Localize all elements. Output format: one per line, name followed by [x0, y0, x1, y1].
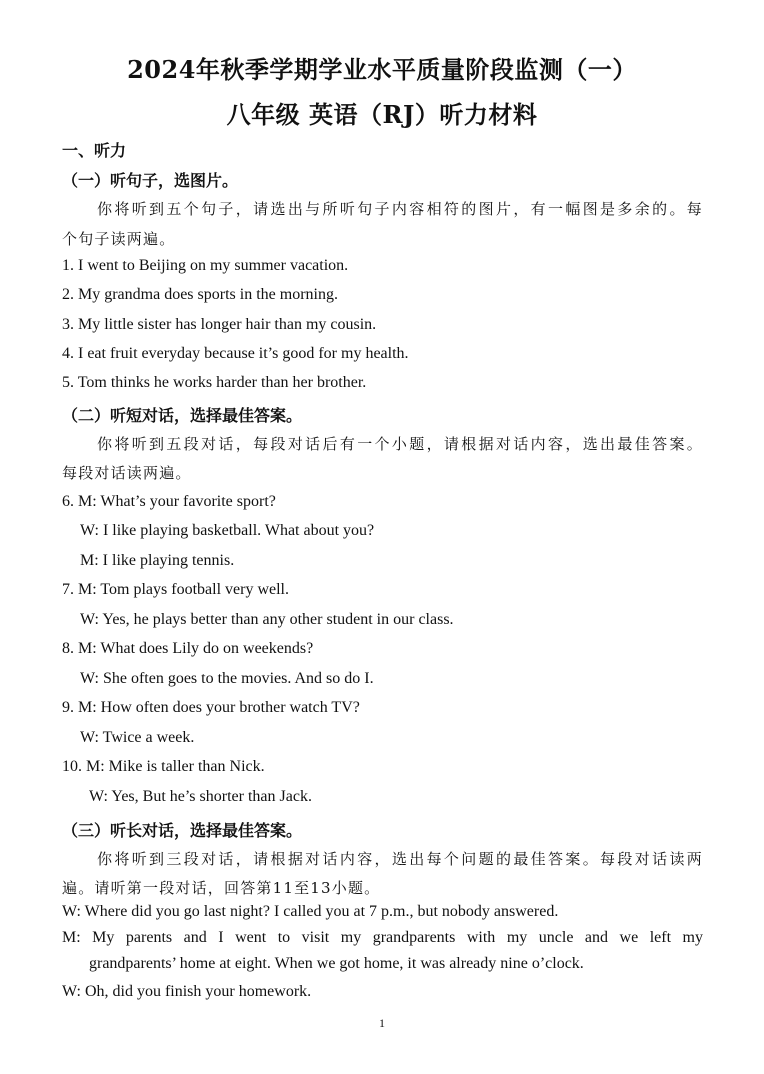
- sentence-5: 5. Tom thinks he works harder than her brother.: [62, 374, 367, 391]
- part2-instruction-1: 你将听到五段对话，每段对话后有一个小题，请根据对话内容，选出最佳答案。: [97, 435, 703, 453]
- sentence-4: 4. I eat fruit everyday because it’s good for my health.: [62, 345, 409, 362]
- sentence-3: 3. My little sister has longer hair than my cousin.: [62, 316, 377, 333]
- part1-instruction-2: 个句子读两遍。: [62, 230, 176, 248]
- sentence-2: 2. My grandma does sports in the morning.: [62, 286, 338, 303]
- dialogue-9-w: W: Twice a week.: [80, 729, 195, 746]
- long-dialogue-line-4: W: Oh, did you finish your homework.: [62, 983, 312, 1000]
- dialogue-8-m: 8. M: What does Lily do on weekends?: [62, 640, 314, 657]
- dialogue-6-w: W: I like playing basketball. What about you?: [80, 522, 375, 539]
- dialogue-10-w: W: Yes, But he’s shorter than Jack.: [89, 788, 312, 805]
- long-dialogue-line-3: grandparents’ home at eight. When we got home, it was already nine o’clock.: [89, 955, 584, 972]
- dialogue-6-m: 6. M: What’s your favorite sport?: [62, 493, 276, 510]
- sentence-1: 1. I went to Beijing on my summer vacation.: [62, 257, 349, 274]
- part3-heading: （三）听长对话，选择最佳答案。: [62, 821, 303, 840]
- dialogue-7-m: 7. M: Tom plays football very well.: [62, 581, 289, 598]
- title-line-1: 2024年秋季学期学业水平质量阶段监测（一）: [127, 55, 637, 84]
- dialogue-8-w: W: She often goes to the movies. And so do I.: [80, 670, 374, 687]
- part2-instruction-2: 每段对话读两遍。: [62, 464, 192, 482]
- page-number: 1: [379, 1016, 385, 1030]
- long-dialogue-line-1: W: Where did you go last night? I called you at 7 p.m., but nobody answered.: [62, 903, 559, 920]
- dialogue-10-m: 10. M: Mike is taller than Nick.: [62, 758, 265, 775]
- dialogue-7-w: W: Yes, he plays better than any other student in our class.: [80, 611, 454, 628]
- part1-instruction-1: 你将听到五个句子，请选出与所听句子内容相符的图片，有一幅图是多余的。每: [97, 200, 703, 218]
- part3-instruction-2: 遍。请听第一段对话，回答第11至13小题。: [62, 879, 381, 897]
- long-dialogue-line-2: M: My parents and I went to visit my grandparents with my uncle and we left my: [62, 929, 703, 946]
- part1-heading: （一）听句子，选图片。: [62, 171, 239, 190]
- part2-heading: （二）听短对话，选择最佳答案。: [62, 406, 303, 425]
- dialogue-6-m2: M: I like playing tennis.: [80, 552, 235, 569]
- section-heading-listening: 一、听力: [62, 141, 127, 160]
- part3-instruction-1: 你将听到三段对话，请根据对话内容，选出每个问题的最佳答案。每段对话读两: [97, 850, 703, 868]
- title-line-2: 八年级 英语（RJ）听力材料: [226, 100, 538, 129]
- dialogue-9-m: 9. M: How often does your brother watch TV?: [62, 699, 360, 716]
